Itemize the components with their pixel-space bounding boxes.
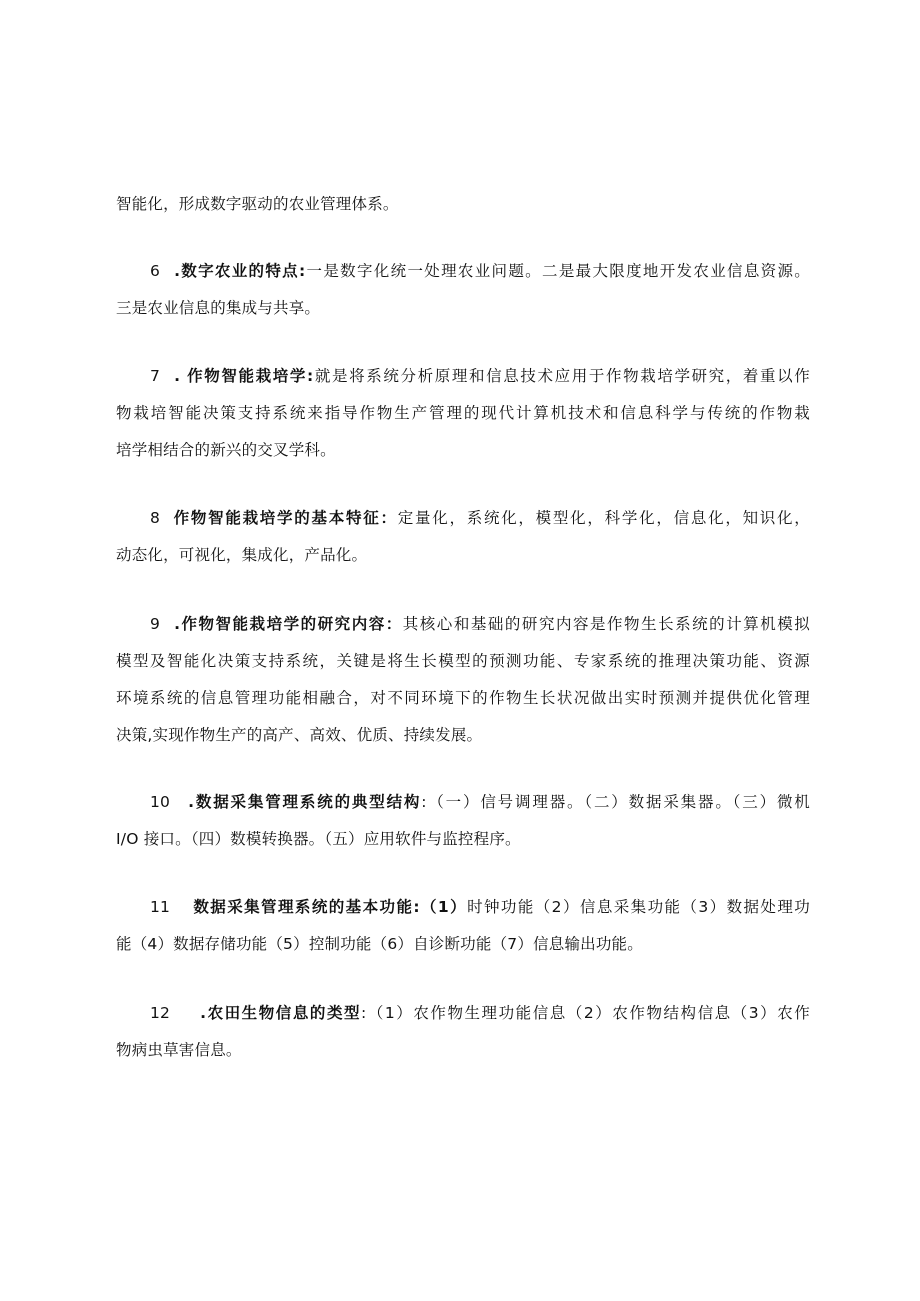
text-line: 智能化，形成数字驱动的农业管理体系。 bbox=[116, 195, 399, 213]
item-term: 作物智能栽培学的基本特征： bbox=[172, 509, 398, 527]
item-term: .农田生物信息的类型 bbox=[200, 1004, 362, 1022]
paragraph-11 bbox=[116, 889, 810, 963]
text-line: 能（4）数据存储功能（5）控制功能（6）自诊断功能（7）信息输出功能。 bbox=[116, 935, 643, 953]
item-term: .作物智能栽培学的研究内容： bbox=[174, 615, 403, 633]
paragraph-12 bbox=[116, 995, 810, 1069]
item-term: . 作物智能栽培学: bbox=[174, 367, 314, 385]
paragraph-7 bbox=[116, 358, 810, 469]
paragraph-6 bbox=[116, 253, 810, 327]
item-text: 其核心和基础的研究内容是作物生长系统的计算机模拟 bbox=[402, 615, 810, 633]
item-text: 定量化，系统化，模型化，科学化，信息化，知识化， bbox=[397, 509, 810, 527]
item-number: 10 bbox=[150, 793, 171, 811]
item-term: 数据采集管理系统的基本功能:（1） bbox=[192, 898, 468, 916]
text-line: 环境系统的信息管理功能相融合，对不同环境下的作物生长状况做出实时预测并提供优化管理 bbox=[116, 689, 810, 707]
text-line bbox=[116, 500, 810, 537]
text-line bbox=[116, 784, 810, 821]
item-text: 就是将系统分析原理和信息技术应用于作物栽培学研究，着重以作 bbox=[313, 367, 810, 385]
text-line: 培学相结合的新兴的交叉学科。 bbox=[116, 441, 336, 459]
text-line: I/O 接口。（四）数模转换器。（五）应用软件与监控程序。 bbox=[116, 830, 521, 848]
item-number: 12 bbox=[150, 1004, 171, 1022]
item-term: .数字农业的特点: bbox=[174, 262, 306, 280]
item-number: 8 bbox=[150, 509, 161, 527]
text-line bbox=[116, 995, 810, 1032]
item-number: 6 bbox=[150, 262, 161, 280]
paragraph-10 bbox=[116, 784, 810, 858]
item-term: .数据采集管理系统的典型结构 bbox=[188, 793, 422, 811]
paragraph-8 bbox=[116, 500, 810, 574]
paragraph-9 bbox=[116, 606, 810, 754]
item-text: 时钟功能（2）信息采集功能（3）数据处理功 bbox=[467, 898, 810, 916]
text-line bbox=[116, 889, 810, 926]
text-line: 三是农业信息的集成与共享。 bbox=[116, 299, 321, 317]
text-line bbox=[116, 358, 810, 395]
text-line: 动态化，可视化，集成化，产品化。 bbox=[116, 546, 368, 564]
text-line: 物栽培智能决策支持系统来指导作物生产管理的现代计算机技术和信息科学与传统的作物栽 bbox=[116, 404, 810, 422]
paragraph-continuation bbox=[116, 186, 810, 223]
item-number: 9 bbox=[150, 615, 161, 633]
text-line: 决策,实现作物生产的高产、高效、优质、持续发展。 bbox=[116, 726, 483, 744]
item-text: :（一）信号调理器。（二）数据采集器。（三）微机 bbox=[421, 793, 810, 811]
text-line bbox=[116, 606, 810, 643]
text-line: 模型及智能化决策支持系统，关键是将生长模型的预测功能、专家系统的推理决策功能、资源 bbox=[116, 652, 810, 670]
text-line: 物病虫草害信息。 bbox=[116, 1041, 242, 1059]
item-number: 7 bbox=[150, 367, 161, 385]
item-number: 11 bbox=[150, 898, 171, 916]
item-text: 一是数字化统一处理农业问题。二是最大限度地开发农业信息资源。 bbox=[305, 262, 810, 280]
item-text: :（1）农作物生理功能信息（2）农作物结构信息（3）农作 bbox=[361, 1004, 810, 1022]
text-line bbox=[116, 253, 810, 290]
